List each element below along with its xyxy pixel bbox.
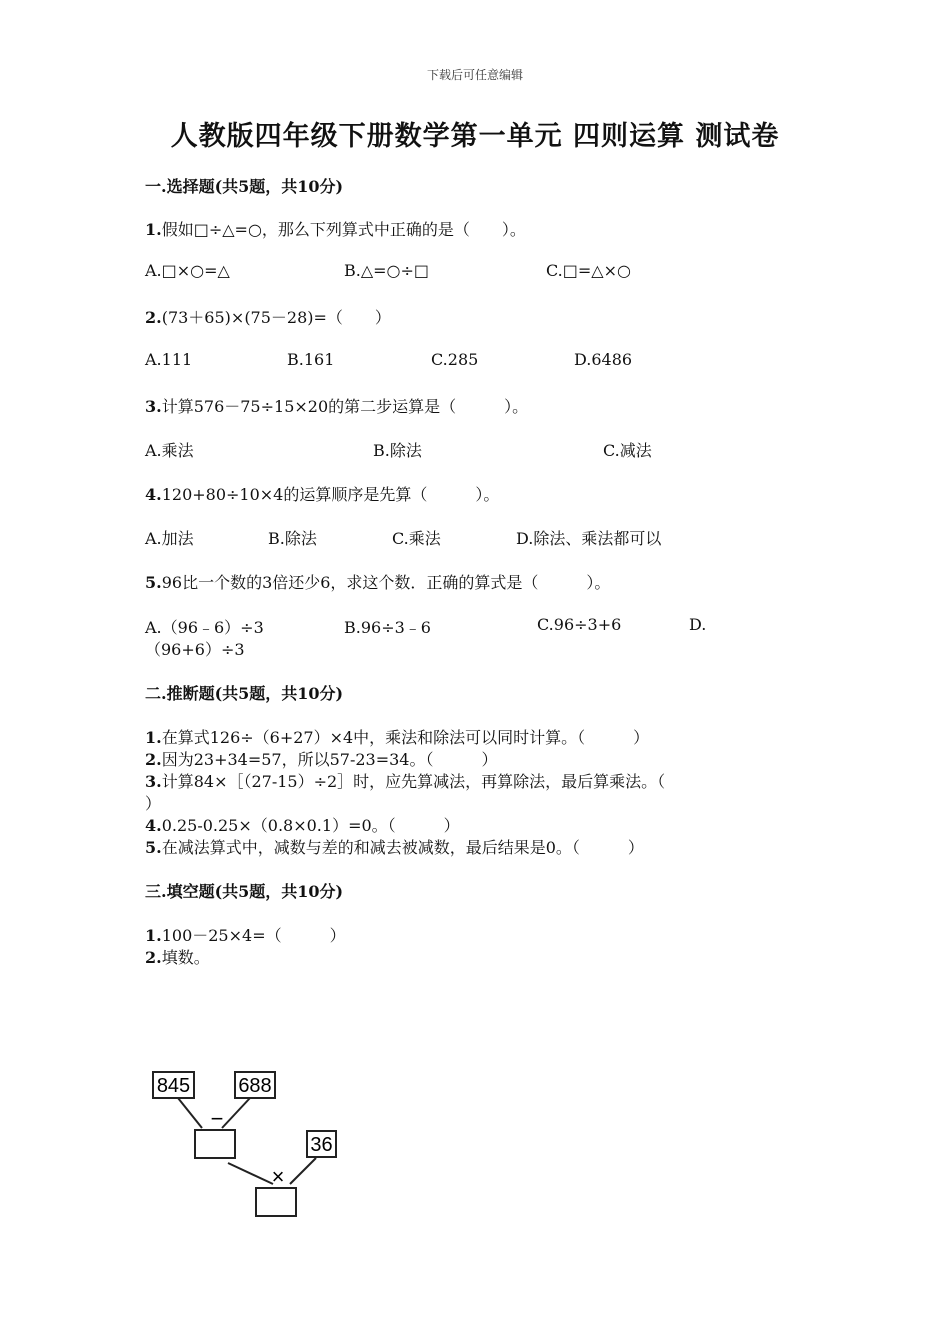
question-text: 96比一个数的3倍还少6，求这个数．正确的算式是（ ）。: [161, 573, 611, 592]
question-number: 5.: [145, 838, 162, 857]
judge-question-4: [145, 813, 460, 836]
question-number: 5.: [145, 573, 162, 592]
question-text: 100－25×4=（ ）: [161, 926, 346, 945]
section-heading-choice: 一.选择题(共5题，共10分): [145, 177, 344, 196]
connector-line: [290, 1158, 316, 1184]
option[interactable]: C.□=△×○: [546, 261, 631, 280]
option[interactable]: B.除法: [268, 529, 317, 548]
minus-operator: −: [210, 1106, 224, 1131]
question-text: 在算式126÷（6+27）×4中，乘法和除法可以同时计算。（ ）: [161, 728, 650, 747]
calculation-diagram: [140, 1060, 370, 1230]
question-text: 120+80÷10×4的运算顺序是先算（ ）。: [161, 485, 500, 504]
option[interactable]: A.乘法: [145, 441, 194, 460]
question-text: 假如□÷△=○，那么下列算式中正确的是（ ）。: [161, 220, 526, 239]
fill-question-2: [145, 945, 210, 968]
option[interactable]: B.96÷3﹣6: [344, 618, 431, 637]
question-number: 2.: [145, 308, 162, 327]
option[interactable]: B.161: [287, 350, 335, 369]
option[interactable]: D.6486: [574, 350, 633, 369]
judge-question-3-continuation: ）: [145, 794, 162, 813]
choice-question-5: [145, 570, 610, 593]
option-continuation[interactable]: （96+6）÷3: [145, 640, 245, 659]
option[interactable]: B.△=○÷□: [344, 261, 430, 280]
box-36-label: 36: [310, 1134, 333, 1156]
question-number: 2.: [145, 750, 162, 769]
question-text: 0.25-0.25×（0.8×0.1）=0。（ ）: [161, 816, 460, 835]
question-text: 填数。: [161, 948, 210, 967]
question-text: 计算84×［（27-15）÷2］时，应先算减法，再算除法，最后算乘法。（: [161, 772, 666, 791]
judge-question-3: [145, 769, 665, 792]
question-number: 3.: [145, 397, 162, 416]
judge-question-5: [145, 835, 644, 858]
connector-line: [222, 1098, 250, 1128]
option[interactable]: A.□×○=△: [145, 261, 230, 280]
choice-question-2: [145, 305, 391, 328]
option[interactable]: C.减法: [603, 441, 652, 460]
box-845-label: 845: [156, 1075, 191, 1097]
section-heading-fill: 三.填空题(共5题，共10分): [145, 882, 344, 901]
option[interactable]: C.96÷3+6: [537, 615, 622, 634]
choice-question-4: [145, 482, 499, 505]
option[interactable]: C.285: [431, 350, 479, 369]
question-number: 1.: [145, 220, 162, 239]
connector-line: [178, 1098, 202, 1128]
question-text: 在减法算式中，减数与差的和减去被减数，最后结果是0。（ ）: [161, 838, 644, 857]
option[interactable]: B.除法: [373, 441, 422, 460]
section-heading-judge: 二.推断题(共5题，共10分): [145, 684, 344, 703]
question-number: 4.: [145, 816, 162, 835]
answer-box-product[interactable]: [256, 1188, 296, 1216]
question-number: 1.: [145, 926, 162, 945]
question-number: 2.: [145, 948, 162, 967]
option[interactable]: A.加法: [145, 529, 194, 548]
times-operator: ×: [271, 1164, 285, 1189]
connector-line: [228, 1163, 273, 1184]
question-number: 4.: [145, 485, 162, 504]
option[interactable]: A.（96﹣6）÷3: [145, 618, 264, 637]
question-number: 3.: [145, 772, 162, 791]
answer-box-difference[interactable]: [195, 1130, 235, 1158]
fill-question-1: [145, 923, 346, 946]
box-688-label: 688: [238, 1075, 272, 1097]
option[interactable]: C.乘法: [392, 529, 441, 548]
page-title: 人教版四年级下册数学第一单元 四则运算 测试卷: [170, 121, 780, 152]
question-text: (73＋65)×(75－28)=（ ）: [161, 308, 391, 327]
header-note: 下载后可任意编辑: [426, 68, 523, 82]
question-number: 1.: [145, 728, 162, 747]
option[interactable]: D.: [689, 615, 707, 634]
option[interactable]: D.除法、乘法都可以: [516, 529, 662, 548]
choice-question-3: [145, 394, 528, 417]
judge-question-1: [145, 725, 649, 748]
question-text: 因为23+34=57，所以57-23=34。（ ）: [161, 750, 498, 769]
choice-question-1: [145, 217, 526, 240]
question-text: 计算576－75÷15×20的第二步运算是（ ）。: [161, 397, 529, 416]
judge-question-2: [145, 747, 498, 770]
option[interactable]: A.111: [145, 350, 193, 369]
